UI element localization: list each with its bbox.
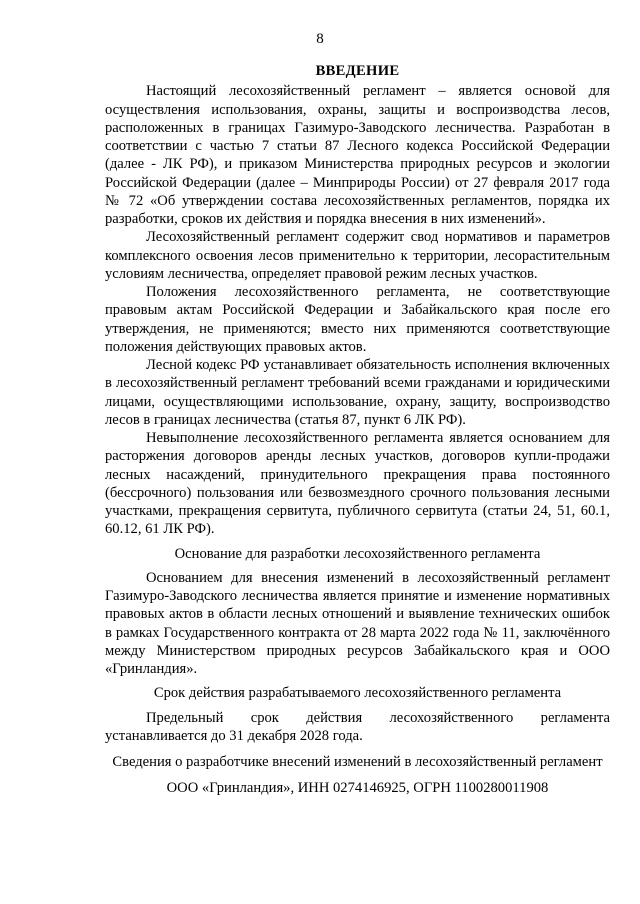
developer-info: ООО «Гринландия», ИНН 0274146925, ОГРН 1100280011908 — [166, 780, 549, 797]
intro-paragraph-3: Положения лесохозяйственного регламента, не соответствующие правовым актам Российской Федерации и Забайкальского края после его утверждения, не применяются; вместо них применяются соответствующие положения действующих правовых актов. — [105, 284, 610, 355]
basis-paragraph: Основанием для внесения изменений в лесохозяйственный регламент Газимуро-Заводского лесничества является принятие и изменение нормативных правовых актов в области лесных отношений и выявление технических ошибок в рамках Государственного контракта от 28 марта 2022 года № 11, заключённого между Министерством природных ресурсов Забайкальского края и ООО «Гринландия». — [105, 569, 610, 677]
section-title: ВВЕДЕНИЕ — [315, 63, 400, 79]
intro-paragraph-5: Невыполнение лесохозяйственного регламента является основанием для расторжения договоров аренды лесных участков, договоров купли-продажи лесных насаждений, принудительного прекращения права постоянного (бессрочного) пользования или безвозмездного срочного пользования лесными участками, прекращения сервитута, публичного сервитута (статьи 24, 51, 60.1, 60.12, 61 ЛК РФ). — [105, 430, 610, 538]
intro-paragraph-2: Лесохозяйственный регламент содержит свод нормативов и параметров комплексного освоения лесов применительно к территории, лесорастительным условиям лесничества, определяет правовой режим лесных участков. — [105, 229, 610, 282]
term-paragraph: Предельный срок действия лесохозяйственного регламента устанавливается до 31 декабря 2028 года. — [105, 709, 610, 744]
page-number: 8 — [316, 31, 324, 47]
document-body — [105, 62, 610, 798]
intro-paragraph-1: Настоящий лесохозяйственный регламент – является основой для осуществления использования, охраны, защиты и воспроизводства лесов, расположенных в границах Газимуро-Заводского лесничества. Разработан в соответствии с частью 7 статьи 87 Лесного кодекса Российской Федерации (далее - ЛК РФ), и приказом Министерства природных ресурсов и экологии Российской Федерации (далее – Минприроды России) от 27 февраля 2017 года № 72 «Об утверждении состава лесохозяйственных регламентов, порядка их разработки, сроков их действия и порядка внесения в них изменений». — [105, 83, 610, 227]
developer-heading: Сведения о разработчике внесений изменений в лесохозяйственный регламент — [112, 754, 603, 770]
intro-paragraph-4: Лесной кодекс РФ устанавливает обязательность исполнения включенных в лесохозяйственный регламент требований всеми гражданами и юридическими лицами, осуществляющими использование, охрану, защиту, воспроизводство лесов в границах лесничества (статья 87, пункт 6 ЛК РФ). — [105, 357, 610, 428]
basis-heading: Основание для разработки лесохозяйственного регламента — [174, 545, 541, 562]
term-heading: Срок действия разрабатываемого лесохозяйственного регламента — [153, 685, 562, 702]
